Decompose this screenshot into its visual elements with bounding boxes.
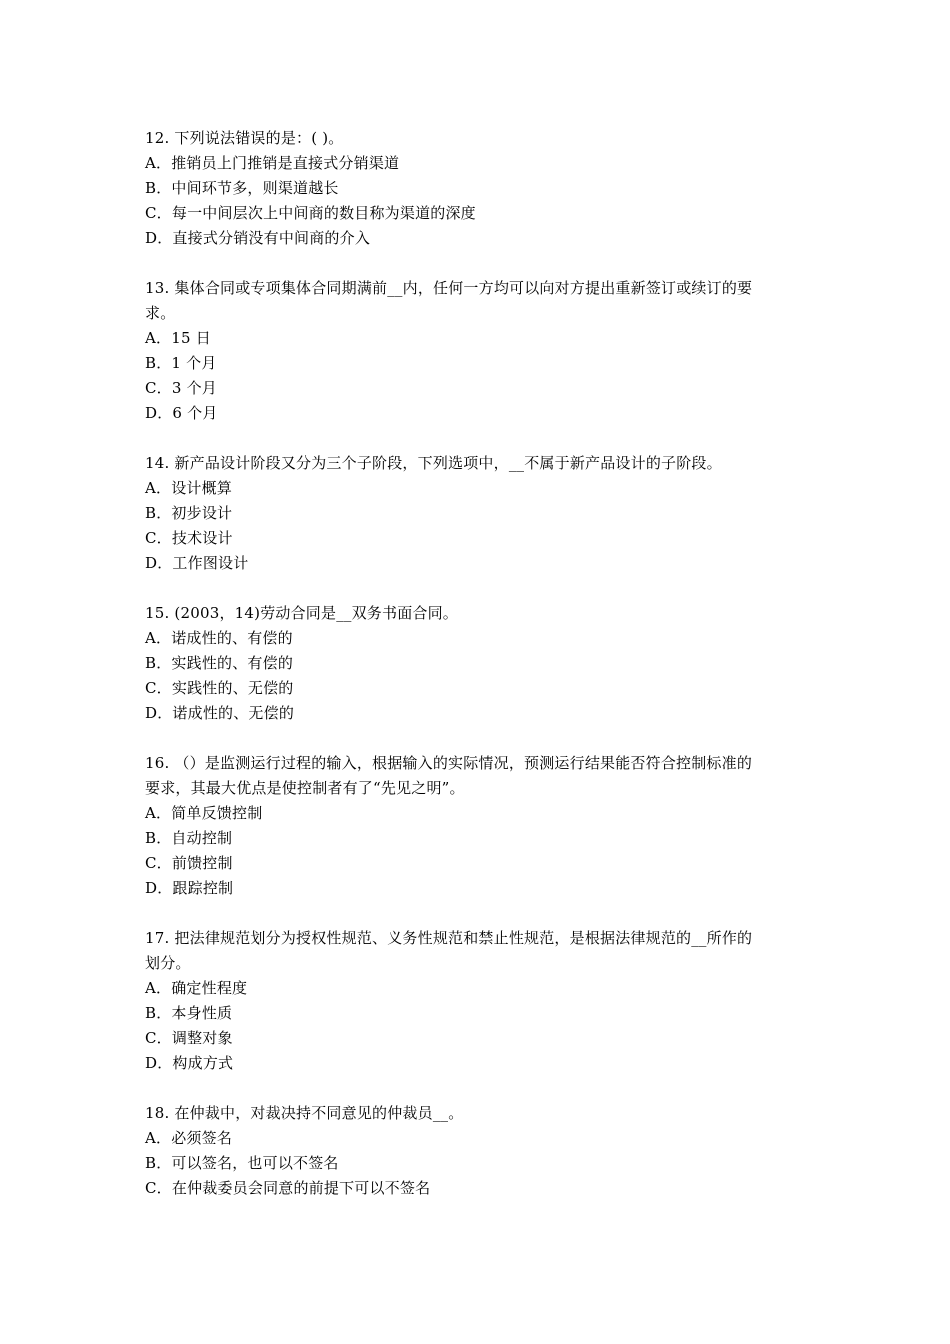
- option-d: D．跟踪控制: [145, 879, 234, 897]
- option-d: D．诺成性的、无偿的: [145, 704, 295, 722]
- question-stem: 12. 下列说法错误的是：( )。: [145, 129, 344, 147]
- question-12: [145, 126, 820, 251]
- question-stem: 15. (2003，14)劳动合同是__双务书面合同。: [145, 604, 458, 622]
- question-14: [145, 451, 820, 576]
- option-b: B．中间环节多，则渠道越长: [145, 179, 339, 197]
- option-b: B．自动控制: [145, 829, 233, 847]
- option-b: B．初步设计: [145, 504, 233, 522]
- option-d: D．工作图设计: [145, 554, 249, 572]
- question-15: [145, 601, 820, 726]
- question-stem: 13. 集体合同或专项集体合同期满前__内，任何一方均可以向对方提出重新签订或续订的要: [145, 279, 753, 297]
- question-stem: 16. （）是监测运行过程的输入，根据输入的实际情况，预测运行结果能否符合控制标准的: [145, 754, 753, 772]
- question-18: [145, 1101, 820, 1201]
- question-16: [145, 751, 820, 901]
- option-b: B．实践性的、有偿的: [145, 654, 294, 672]
- question-13: [145, 276, 820, 426]
- option-c: C．实践性的、无偿的: [145, 679, 294, 697]
- option-d: D．构成方式: [145, 1054, 234, 1072]
- option-b: B．可以签名，也可以不签名: [145, 1154, 339, 1172]
- question-stem: 18. 在仲裁中，对裁决持不同意见的仲裁员__。: [145, 1104, 464, 1122]
- question-stem: 17. 把法律规范划分为授权性规范、义务性规范和禁止性规范，是根据法律规范的__所作的: [145, 929, 753, 947]
- option-a: A．必须签名: [145, 1129, 233, 1147]
- option-c: C．调整对象: [145, 1029, 233, 1047]
- option-c: C．技术设计: [145, 529, 233, 547]
- question-stem: 14. 新产品设计阶段又分为三个子阶段，下列选项中，__不属于新产品设计的子阶段。: [145, 454, 722, 472]
- option-a: A．设计概算: [145, 479, 233, 497]
- option-b: B．1 个月: [145, 354, 217, 372]
- question-17: [145, 926, 820, 1076]
- question-stem-continued: 划分。: [145, 954, 191, 972]
- option-c: C．在仲裁委员会同意的前提下可以不签名: [145, 1179, 431, 1197]
- option-d: D．直接式分销没有中间商的介入: [145, 229, 371, 247]
- option-a: A．15 日: [145, 329, 211, 347]
- option-b: B．本身性质: [145, 1004, 233, 1022]
- question-stem-continued: 求。: [145, 304, 176, 322]
- option-a: A．诺成性的、有偿的: [145, 629, 293, 647]
- option-c: C．每一中间层次上中间商的数目称为渠道的深度: [145, 204, 476, 222]
- option-c: C．3 个月: [145, 379, 217, 397]
- option-a: A．简单反馈控制: [145, 804, 263, 822]
- option-a: A．确定性程度: [145, 979, 248, 997]
- question-list: [145, 126, 820, 1226]
- question-stem-continued: 要求，其最大优点是使控制者有了“先见之明”。: [145, 779, 465, 797]
- option-a: A．推销员上门推销是直接式分销渠道: [145, 154, 400, 172]
- option-d: D．6 个月: [145, 404, 218, 422]
- option-c: C．前馈控制: [145, 854, 233, 872]
